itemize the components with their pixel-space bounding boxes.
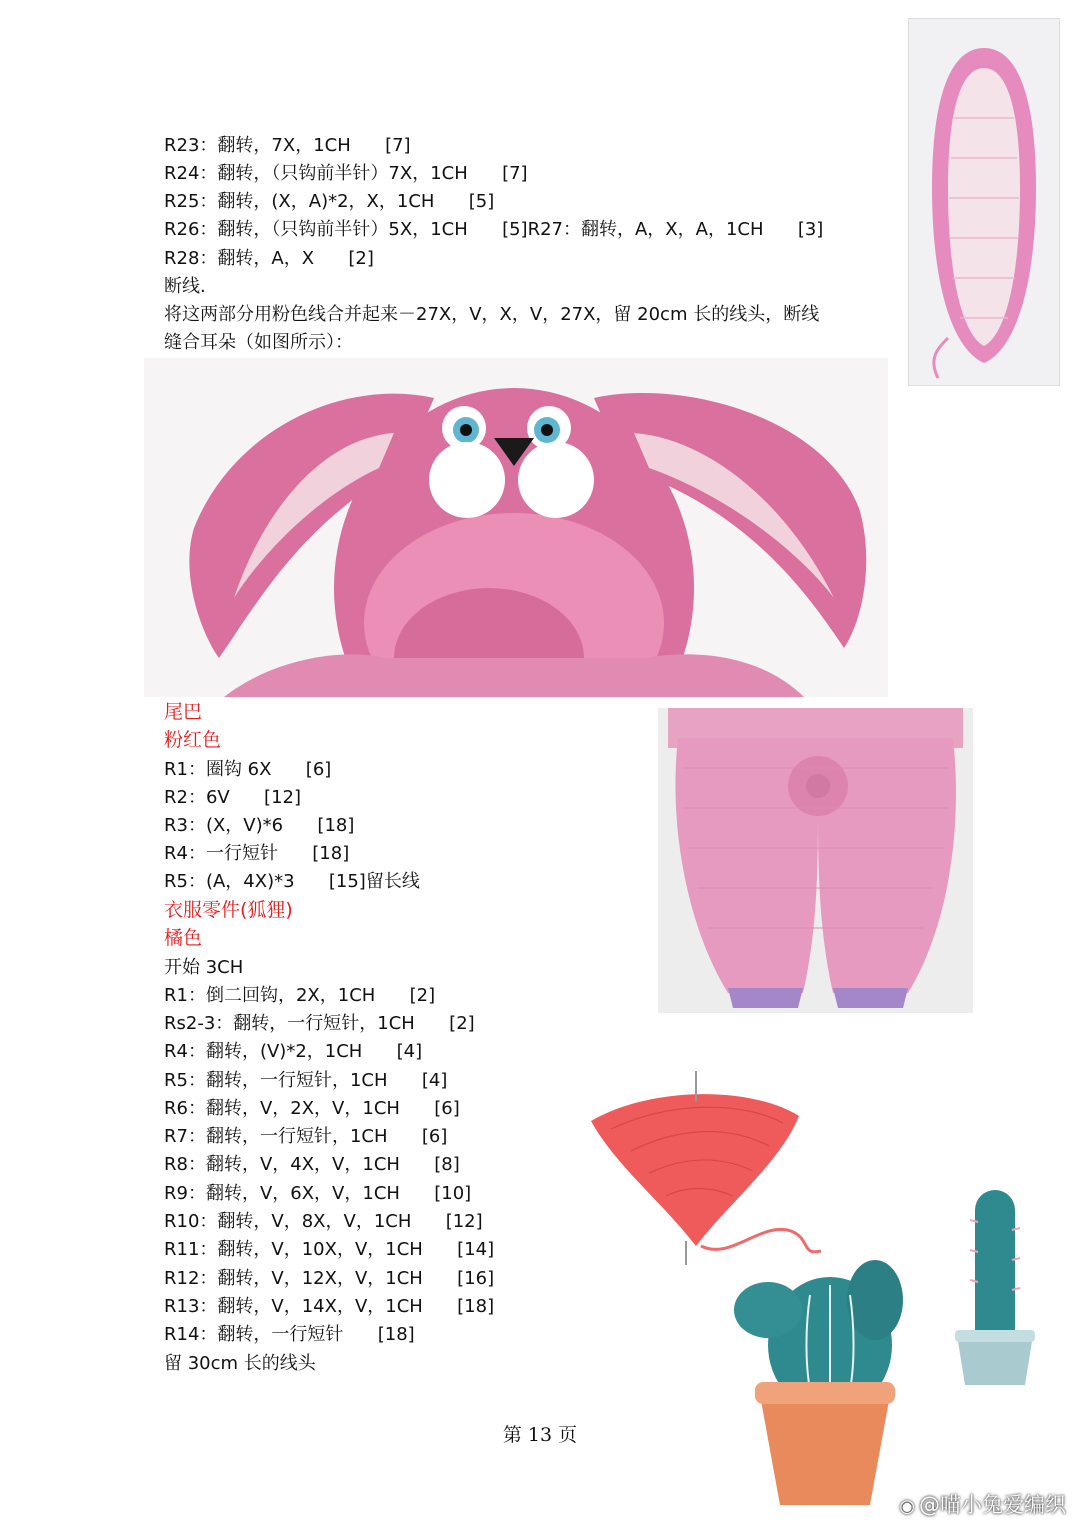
clothes-row: 开始 3CH [164, 957, 244, 978]
clothes-heading: 衣服零件(狐狸) [164, 899, 293, 921]
clothes-row: R14：翻转，一行短针 [18] [164, 1324, 415, 1345]
weibo-icon: ◉ [899, 1496, 915, 1517]
bunny-hood-photo [144, 358, 888, 697]
pattern-row-r26-r27: R26：翻转，（只钩前半针）5X，1CH [5]R27：翻转，A，X，A，1CH [3] [164, 219, 824, 240]
cut-yarn-note: 断线. [164, 276, 206, 297]
tail-row: R4：一行短针 [18] [164, 843, 350, 864]
tail-heading: 尾巴 [164, 701, 203, 723]
clothes-row: R6：翻转，V，2X，V，1CH [6] [164, 1098, 460, 1119]
pattern-row-r23: R23：翻转，7X，1CH [7] [164, 135, 411, 156]
pattern-row-r28: R28：翻转，A，X [2] [164, 248, 374, 269]
watermark [899, 1489, 1066, 1519]
tail-row: R2：6V [12] [164, 787, 302, 808]
clothes-row: R13：翻转，V，14X，V，1CH [18] [164, 1296, 495, 1317]
page-number: 第 13 页 [502, 1424, 578, 1446]
clothes-row: R10：翻转，V，8X，V，1CH [12] [164, 1211, 483, 1232]
clothes-row: R1：倒二回钩，2X，1CH [2] [164, 985, 436, 1006]
ear-piece-photo [908, 18, 1060, 386]
clothes-row: R9：翻转，V，6X，V，1CH [10] [164, 1183, 472, 1204]
clothes-color: 橘色 [164, 927, 203, 949]
tail-color: 粉红色 [164, 729, 222, 751]
pattern-row-r25: R25：翻转，(X，A)*2，X，1CH [5] [164, 191, 495, 212]
tail-row: R3：(X，V)*6 [18] [164, 815, 355, 836]
clothes-row: R7：翻转，一行短针，1CH [6] [164, 1126, 448, 1147]
cactus-illustration [720, 1170, 1060, 1515]
join-instruction: 将这两部分用粉色线合并起来－27X，V，X，V，27X，留 20cm 长的线头，断线 [164, 304, 820, 325]
tail-row: R1：圈钩 6X [6] [164, 759, 332, 780]
clothes-row: R12：翻转，V，12X，V，1CH [16] [164, 1268, 495, 1289]
clothes-row: Rs2-3：翻转，一行短针，1CH [2] [164, 1013, 475, 1034]
pattern-row-r24: R24：翻转，（只钩前半针）7X，1CH [7] [164, 163, 528, 184]
watermark-text: @喵小兔爱编织 [919, 1493, 1066, 1517]
tail-row: R5：(A，4X)*3 [15]留长线 [164, 871, 420, 892]
clothes-row: R4：翻转，(V)*2，1CH [4] [164, 1041, 423, 1062]
tail-pants-photo [658, 708, 973, 1013]
clothes-row: R11：翻转，V，10X，V，1CH [14] [164, 1239, 495, 1260]
sew-ears-instruction: 缝合耳朵（如图所示）： [164, 332, 353, 353]
clothes-row: R5：翻转，一行短针，1CH [4] [164, 1070, 448, 1091]
clothes-row: 留 30cm 长的线头 [164, 1353, 316, 1374]
clothes-row: R8：翻转，V，4X，V，1CH [8] [164, 1154, 460, 1175]
